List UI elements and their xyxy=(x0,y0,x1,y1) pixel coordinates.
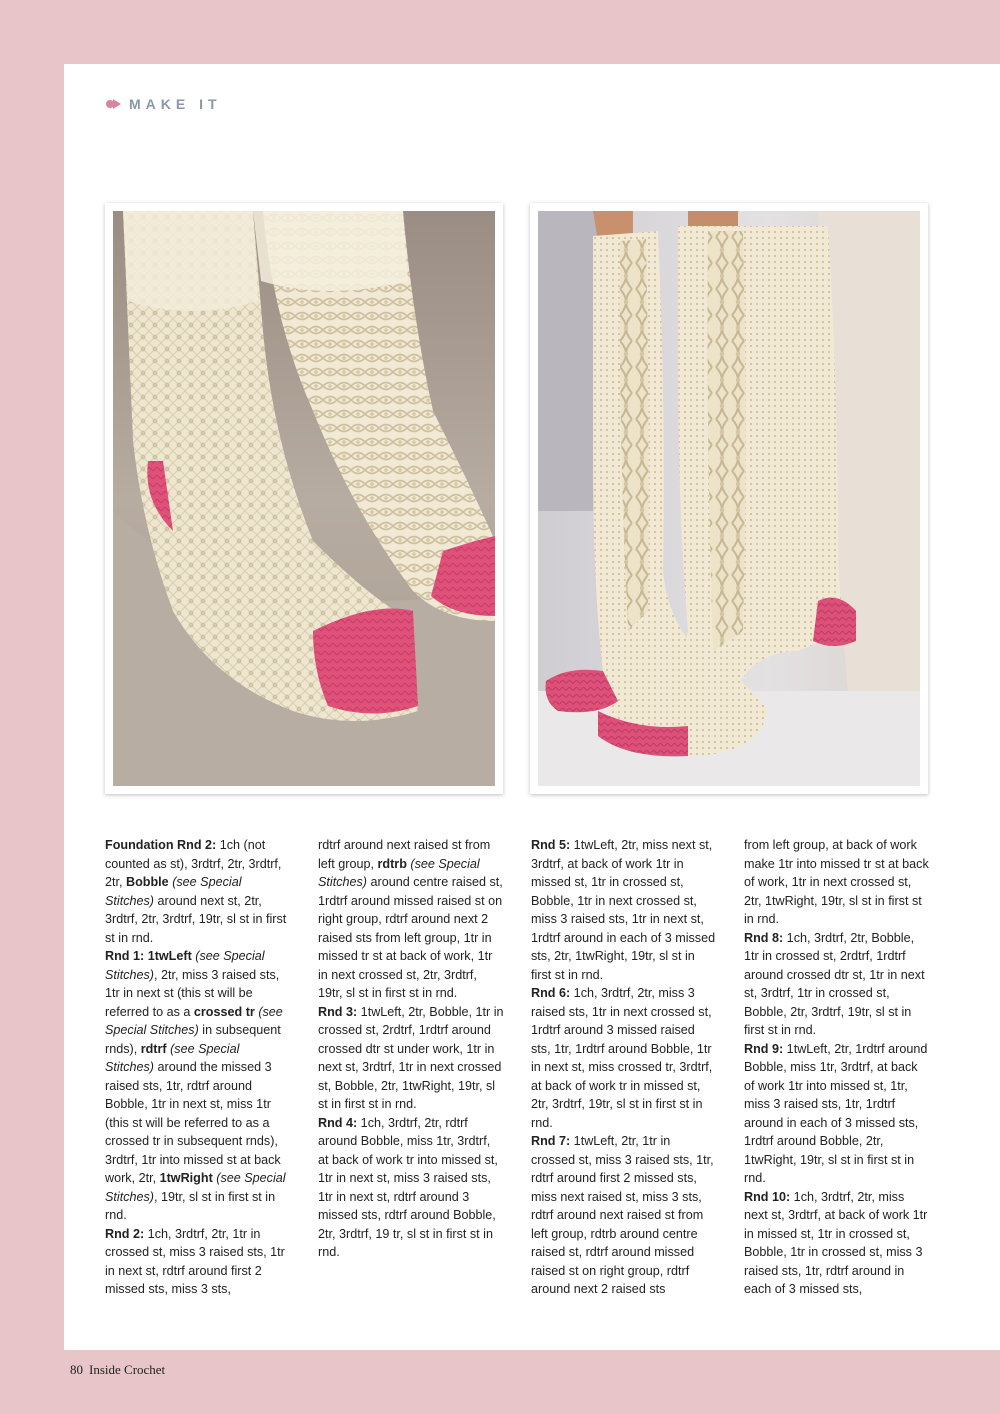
bold-run: rdtrb xyxy=(377,856,407,871)
bold-run: 1twRight xyxy=(159,1171,213,1185)
pattern-paragraph xyxy=(105,947,291,1225)
pattern-paragraph xyxy=(744,929,930,1040)
pattern-paragraph xyxy=(531,1132,717,1299)
text-run: , 2tr, miss 3 raised sts, 1tr in next st (this st will be referred to as a xyxy=(105,967,280,1019)
text-run: around centre raised st, 1rdtrf around missed raised st on right group, rdtrf around next 2 raised sts from left group, 1tr in missed tr st at back of work, 1tr in next crossed st, 2tr, 3rdtrf, 19tr, sl st in first st in rnd. xyxy=(318,875,503,1000)
bold-run: Bobble xyxy=(126,875,169,889)
bold-run: Foundation Rnd 2: xyxy=(105,838,217,852)
text-run: 1twLeft, 2tr, miss next st, 3rdtrf, at back of work 1tr in missed st, 1tr in crossed st, Bobble, 1tr in next crossed st, miss 3 raised sts, 1tr in next st, 1rdtrf around in each of 3 missed sts, 2tr, 1twRight, 19tr, sl st in first st in rnd. xyxy=(531,838,716,982)
text-column-4 xyxy=(744,836,930,1299)
text-run: in subsequent rnds), xyxy=(105,1023,281,1056)
photo-socks-left xyxy=(105,203,503,794)
bold-run: Rnd 10: xyxy=(744,1189,791,1204)
bold-run: rdtrf xyxy=(140,1041,167,1056)
pattern-paragraph xyxy=(744,1188,930,1299)
pattern-paragraph xyxy=(744,836,930,929)
page-footer xyxy=(70,1362,165,1378)
bold-run: Rnd 7: xyxy=(531,1134,571,1148)
pattern-paragraph xyxy=(531,984,717,1132)
italic-run: (see Special Stitches) xyxy=(105,1004,283,1037)
pattern-paragraph xyxy=(744,1040,930,1188)
italic-run: (see Special Stitches) xyxy=(105,1041,240,1074)
pattern-paragraph xyxy=(105,836,291,947)
text-run: 1twLeft, 2tr, 1rdtrf around Bobble, miss 1tr, 3rdtrf, at back of work 1tr into missed st, 1tr, miss 3 raised sts, 1tr, 1rdtrf around in each of 3 missed sts, 1rdtrf around Bobble, 2tr, 1twRight, 19tr, sl st in first st in rnd. xyxy=(744,1041,928,1185)
text-run: 1twLeft, 2tr, Bobble, 1tr in crossed st, 2rdtrf, 1rdtrf around crossed dtr st under work, 1tr in next st, 3rdtrf, 1tr in next crossed st, Bobble, 2tr, 1twRight, 19tr, sl st in first st in rnd. xyxy=(318,1004,504,1111)
text-column-3 xyxy=(531,836,717,1299)
text-run: 1ch, 3rdtrf, 2tr, Bobble, 1tr in crossed st, 2rdtrf, 1rdtrf around crossed dtr st, 1tr in next st, 3rdtrf, 1tr in crossed st, Bobble, 2tr, 3rdtrf, 19tr, sl st in first st in rnd. xyxy=(744,930,925,1037)
text-run: 1ch, 3rdtrf, 2tr, 1tr in crossed st, miss 3 raised sts, 1tr in next st, rdtrf around first 2 missed sts, miss 3 sts, xyxy=(105,1226,285,1296)
bold-run: Rnd 5: xyxy=(531,838,571,852)
italic-run: (see Special Stitches) xyxy=(105,1171,286,1204)
bold-run: Rnd 6: xyxy=(531,986,571,1000)
text-run: rdtrf around next raised st from left group, xyxy=(318,838,491,871)
italic-run: (see Special Stitches) xyxy=(105,875,242,908)
text-column-1 xyxy=(105,836,291,1299)
bold-run: Rnd 4: xyxy=(318,1115,358,1130)
bold-run: Rnd 2: xyxy=(105,1226,145,1241)
section-label-text: MAKE IT xyxy=(129,96,222,112)
photo-socks-right xyxy=(530,203,928,794)
sock-illustration-left xyxy=(113,211,495,786)
arrow-icon xyxy=(106,99,121,109)
italic-run: (see Special Stitches) xyxy=(105,949,265,982)
text-column-2 xyxy=(318,836,504,1299)
bold-run: Rnd 3: xyxy=(318,1004,358,1019)
pattern-paragraph xyxy=(318,1114,504,1262)
pattern-paragraph xyxy=(318,836,504,1003)
text-run: 1twLeft, 2tr, 1tr in crossed st, miss 3 raised sts, 1tr, rdtrf around first 2 missed sts, miss next raised st, miss 3 sts, rdtrf around next raised st from left group, rdtrb around centre raised st, rdtrf around missed raised st on right group, rdtrf around next 2 raised sts xyxy=(531,1134,714,1296)
bold-run: Rnd 9: xyxy=(744,1041,784,1056)
bold-run: Rnd 8: xyxy=(744,930,784,945)
sock-illustration-right xyxy=(538,211,920,786)
pattern-paragraph xyxy=(105,1225,291,1299)
section-label xyxy=(106,96,222,112)
text-run: 1ch, 3rdtrf, 2tr, miss 3 raised sts, 1tr in next crossed st, 1rdtrf around 3 missed raised sts, 1tr, 1rdtrf around Bobble, 1tr in next st, miss crossed tr, 3rdtrf, at back of work tr in missed st, 2tr, 3rdtrf, 19tr, sl st in first st in rnd. xyxy=(531,986,713,1130)
bold-run: 1twLeft xyxy=(147,949,192,963)
bold-run: Rnd 1: xyxy=(105,949,145,963)
text-run: around next st, 2tr, 3rdtrf, 2tr, 3rdtrf, 19tr, sl st in first st in rnd. xyxy=(105,893,287,945)
page-number: 80 xyxy=(70,1362,83,1377)
text-run: from left group, at back of work make 1tr into missed tr st at back of work, 1tr in next crossed st, 2tr, 1twRight, 19tr, sl st in first st in rnd. xyxy=(744,838,929,926)
text-run: , 19tr, sl st in first st in rnd. xyxy=(105,1189,276,1222)
pattern-paragraph xyxy=(318,1003,504,1114)
text-run: 1ch (not counted as st), 3rdtrf, 2tr, 3rdtrf, 2tr, xyxy=(105,838,282,889)
bold-run: crossed tr xyxy=(193,1004,255,1019)
text-run: around the missed 3 raised sts, 1tr, rdtrf around Bobble, 1tr in next st, miss 1tr (this st will be referred to as a crossed tr in subsequent rnds), 3rdtrf, 1tr into missed st at back work, 2tr, xyxy=(105,1060,281,1185)
text-run: 1ch, 3rdtrf, 2tr, rdtrf around Bobble, miss 1tr, 3rdtrf, at back of work tr into missed st, 1tr in next st, miss 3 raised sts, 1tr in next st, rdtrf around 3 missed sts, rdtrf around Bobble, 2tr, 3rdtrf, 19 tr, sl st in first st in rnd. xyxy=(318,1115,498,1259)
magazine-title: Inside Crochet xyxy=(89,1362,166,1377)
pattern-paragraph xyxy=(531,836,717,984)
pattern-text-columns xyxy=(105,836,935,1299)
text-run: 1ch, 3rdtrf, 2tr, miss next st, 3rdtrf, at back of work 1tr in missed st, 1tr in crossed st, Bobble, 1tr in crossed st, miss 3 raised sts, 1tr, rdtrf around in each of 3 missed sts, xyxy=(744,1189,928,1296)
italic-run: (see Special Stitches) xyxy=(318,856,480,889)
